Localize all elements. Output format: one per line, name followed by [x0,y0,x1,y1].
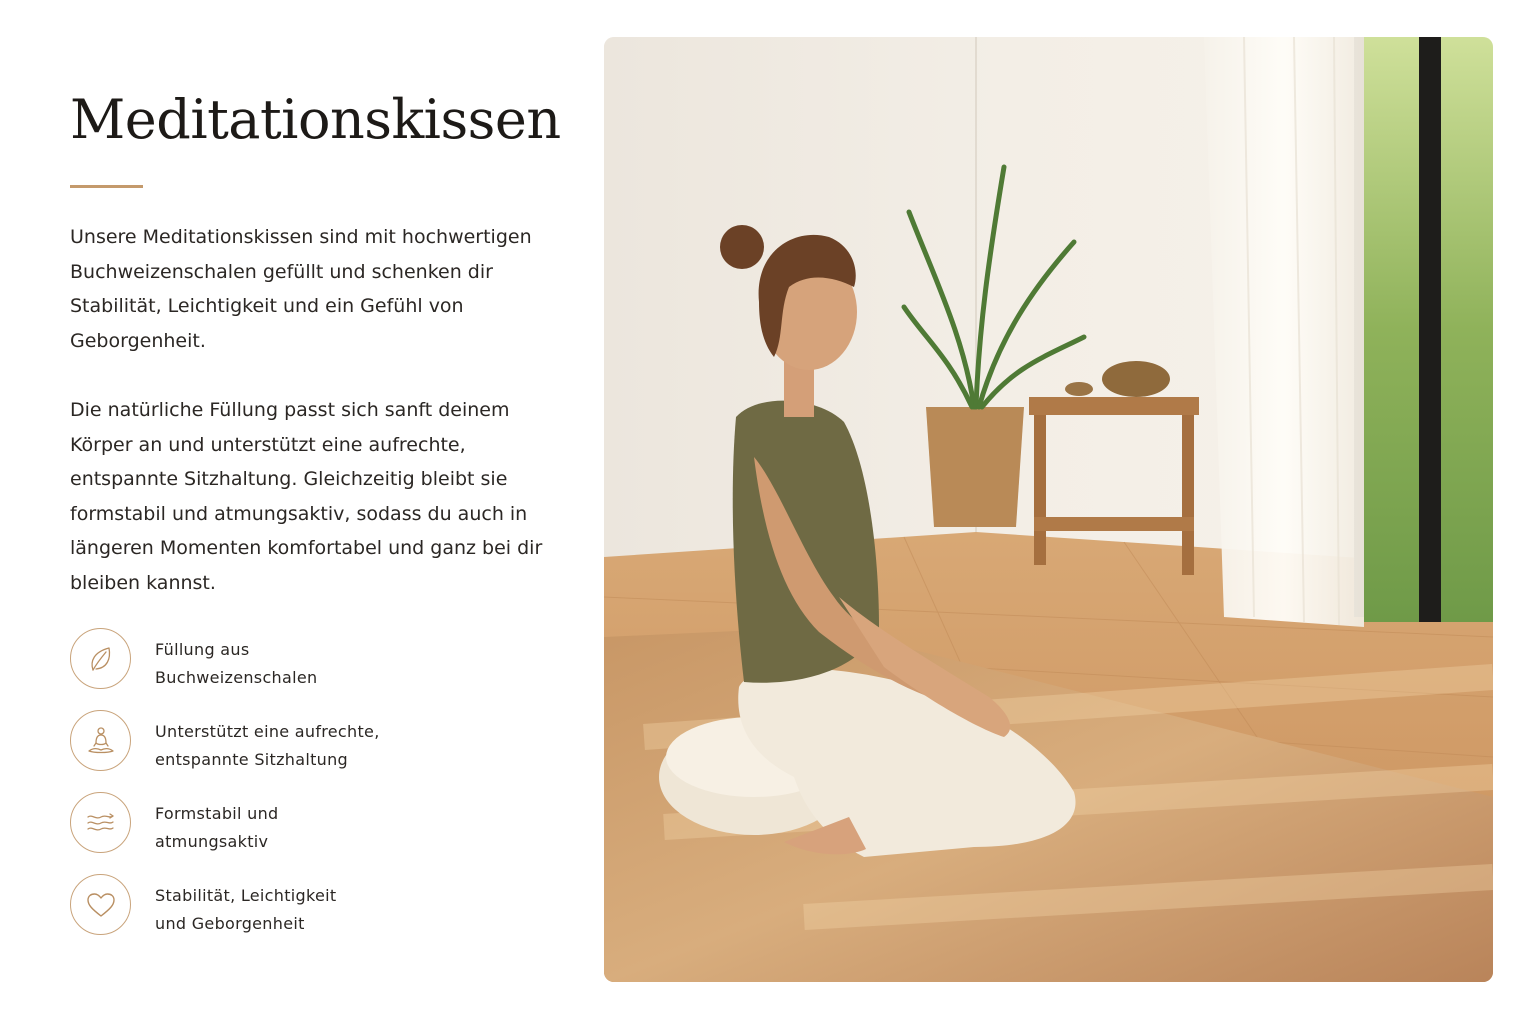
air-flow-icon [70,792,131,853]
feature-item-breathable [70,792,530,856]
feature-label: Unterstützt eine aufrechte, entspannte Sitzhaltung [155,722,380,769]
intro-paragraph: Unsere Meditationskissen sind mit hochwertigen Buchweizenschalen gefüllt und schenken dir Stabilität, Leichtigkeit und ein Gefühl von Geborgenheit. [70,226,532,352]
feature-label: Füllung aus Buchweizenschalen [155,640,318,687]
meditation-pose-icon [70,710,131,771]
feature-item-comfort [70,874,530,938]
feature-item-posture [70,710,530,774]
detail-paragraph: Die natürliche Füllung passt sich sanft deinem Körper an und unterstützt eine aufrechte, entspannte Sitzhaltung. Gleichzeitig bleibt sie formstabil und atmungsaktiv, sodass du auch in längeren Momenten komfortabel und ganz bei dir bleiben kannst. [70,399,543,594]
page-title: Meditationskissen [70,88,561,151]
feature-label: Stabilität, Leichtigkeit und Geborgenheit [155,886,337,933]
feature-label: Formstabil und atmungsaktiv [155,804,279,851]
title-divider [70,185,143,188]
leaf-icon [70,628,131,689]
feature-item-filling [70,628,530,692]
product-photo [604,37,1493,982]
heart-icon [70,874,131,935]
